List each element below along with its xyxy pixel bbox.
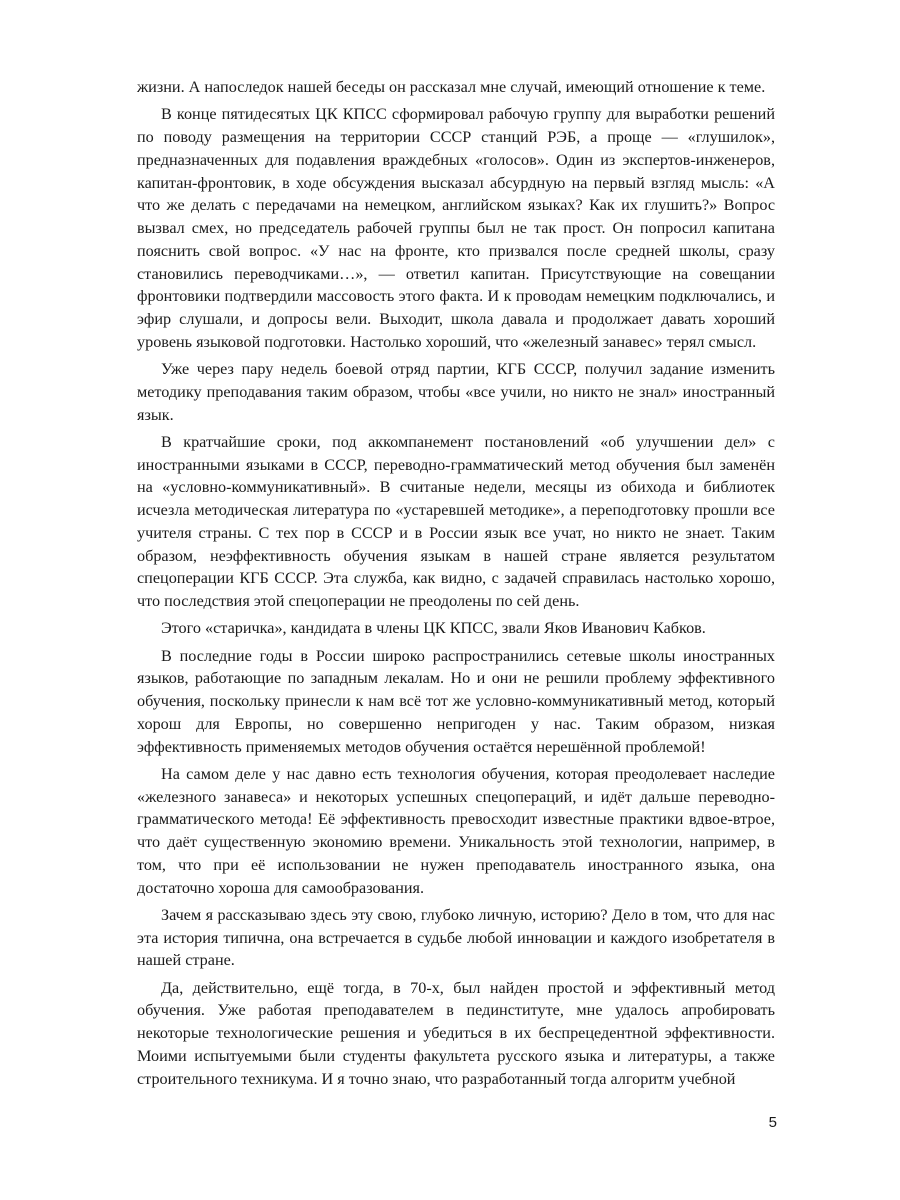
paragraph-9: Да, действительно, ещё тогда, в 70-х, был найден простой и эффективный метод обучения. Уже работая преподавателем в пединституте, мне удалось апробировать некоторые технологические решения и убедиться в их беспрецедентной эффективности. Моими испытуемыми были студенты факультета русского языка и литературы, а также строительного техникума. И я точно знаю, что разработанный тогда алгоритм учебной: [137, 978, 775, 1088]
paragraph-8: Зачем я рассказываю здесь эту свою, глубоко личную, историю? Дело в том, что для нас эта история типична, она встречается в судьбе любой инновации и каждого изобретателя в нашей стране.: [137, 905, 775, 970]
paragraph-2: В конце пятидесятых ЦК КПСС сформировал рабочую группу для выработки решений по поводу размещения на территории СССР станций РЭБ, а проще — «глушилок», предназначенных для подавления враждебных «голосов». Один из экспертов-инженеров, капитан-фронтовик, в ходе обсуждения высказал абсурдную на первый взгляд мысль: «А что же делать с передачами на немецком, английском языках? Как их глушить?» Вопрос вызвал смех, но председатель рабочей группы был не так прост. Он попросил капитана пояснить свой вопрос. «У нас на фронте, кто призвался после средней школы, сразу становились переводчиками…», — ответил капитан. Присутствующие на совещании фронтовики подтвердили массовость этого факта. И к проводам немецким подключались, и эфир слушали, и допросы вели. Выходит, школа давала и продолжает давать хороший уровень языковой подготовки. Настолько хороший, что «железный занавес» терял смысл.: [137, 105, 775, 351]
paragraph-6: В последние годы в России широко распространились сетевые школы иностранных языков, работающие по западным лекалам. Но и они не решили проблему эффективного обучения, поскольку принесли к нам всё тот же условно-коммуникативный метод, который хорош для Европы, но совершенно непригоден у нас. Таким образом, низкая эффективность применяемых методов обучения остаётся нерешённой проблемой!: [137, 646, 775, 756]
paragraph-5: Этого «старичка», кандидата в члены ЦК КПСС, звали Яков Иванович Кабков.: [161, 619, 706, 638]
paragraph-1: жизни. А напоследок нашей беседы он рассказал мне случай, имеющий отношение к теме.: [137, 78, 766, 96]
paragraph-3: Уже через пару недель боевой отряд партии, КГБ СССР, получил задание изменить методику преподавания таким образом, чтобы «все учили, но никто не знал» иностранный язык.: [137, 360, 775, 424]
body-text: [137, 76, 775, 1095]
paragraph-4: В кратчайшие сроки, под аккомпанемент постановлений «об улучшении дел» с иностранными языками в СССР, переводно-грамматический метод обучения был заменён на «условно-коммуникативный». В считаные недели, месяцы из обихода и библиотек исчезла методическая литература по «устаревшей методике», а переподготовку прошли все учителя страны. С тех пор в СССР и в России язык все учат, но никто не знает. Таким образом, неэффективность обучения языкам в нашей стране является результатом спецоперации КГБ СССР. Эта служба, как видно, с задачей справилась настолько хорошо, что последствия этой спецоперации не преодолены по сей день.: [137, 432, 775, 610]
paragraph-7: На самом деле у нас давно есть технология обучения, которая преодолевает наследие «железного занавеса» и некоторых успешных спецопераций, и идёт дальше переводно-грамматического метода! Её эффективность превосходит известные практики вдвое-втрое, что даёт существенную экономию времени. Уникальность этой технологии, например, в том, что при её использовании не нужен преподаватель иностранного языка, она достаточно хороша для самообразования.: [137, 764, 775, 897]
page-number: 5: [768, 1114, 777, 1131]
